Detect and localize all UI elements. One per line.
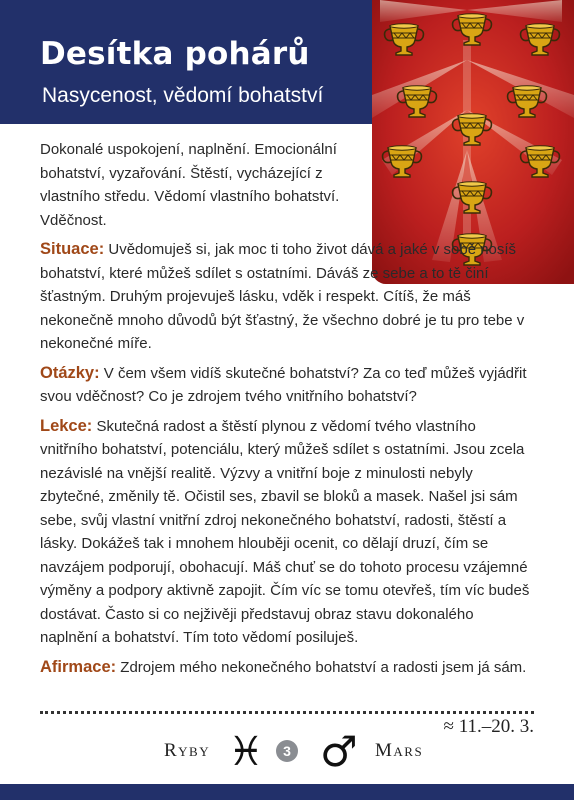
card-description (40, 138, 534, 685)
intro-paragraph: Dokonalé uspokojení, naplnění. Emocionální bohatství, vyzařování. Štěstí, vycházející z vlastního středu. Vědomí vlastního bohatství. Vděčnost. (40, 141, 340, 229)
situace-paragraph (40, 238, 534, 356)
lekce-label: Lekce: (40, 416, 93, 435)
afirmace-paragraph (40, 656, 534, 680)
mars-icon: ♂ (320, 727, 358, 776)
afirmace-label: Afirmace: (40, 657, 117, 676)
lekce-text: Skutečná radost a štěstí plynou z vědomí tvého vlastního vnitřního bohatství, potenciálu, který můžeš sdílet s ostatními. Jsou zcela nezávislé na vnější realitě. Výzvy a vnitřní boje z minulosti nebyly zbytečné, změnily tě. Očistil ses, zbavil se bloků a masek. Našel jsi sám sebe, svůj vlastní vnitřní zdroj nekonečného bohatství, radosti, štěstí a lásky. Dokážeš tak i mnohem hlouběji ocenit, co dělají druzí, čím se navzájem podporují, obohacují. Máš chuť se do tohoto procesu vzájemné výměny a podpory aktivně zapojit. Čím víc se tomu otevřeš, tím víc budeš dostávat. Často si co nejživěji představuj obraz stavu dokonalého naplnění a bohatství. Tím toto vědomí posiluješ. (40, 417, 530, 646)
bottom-band (0, 784, 574, 800)
situace-text: Uvědomuješ si, jak moc ti toho život dává a jaké v sobě nosíš bohatství, které můžeš sdílet s ostatními. Dáváš ze sebe a to tě činí šťastným. Druhým projevuješ lásku, vděk i respekt. Cítíš, že máš nekonečně mnoho důvodů být šťastný, že všechno dobré je tu pro tebe v nekonečné míře. (40, 241, 525, 352)
number-badge: 3 (276, 740, 298, 762)
planet-name: Mars (375, 740, 424, 761)
pisces-icon: ♓ (228, 729, 264, 775)
situace-label: Situace: (40, 240, 105, 258)
lekce-paragraph (40, 415, 534, 650)
card-title: Desítka pohárů (40, 36, 310, 72)
otazky-text: V čem všem vidíš skutečné bohatství? Za co teď můžeš vyjádřit svou vděčnost? Co je zdrojem tvého vnitřního bohatství? (40, 364, 527, 405)
zodiac-sign-name: Ryby (164, 740, 211, 761)
astrology-row (0, 727, 574, 776)
dotted-divider (40, 711, 534, 714)
otazky-paragraph (40, 362, 534, 409)
date-range: ≈ 11.–20. 3. (443, 716, 534, 737)
afirmace-text: Zdrojem mého nekonečného bohatství a radosti jsem já sám. (116, 658, 527, 676)
otazky-label: Otázky: (40, 363, 100, 382)
card-subtitle: Nasycenost, vědomí bohatství (42, 84, 324, 107)
title-banner (0, 0, 372, 124)
